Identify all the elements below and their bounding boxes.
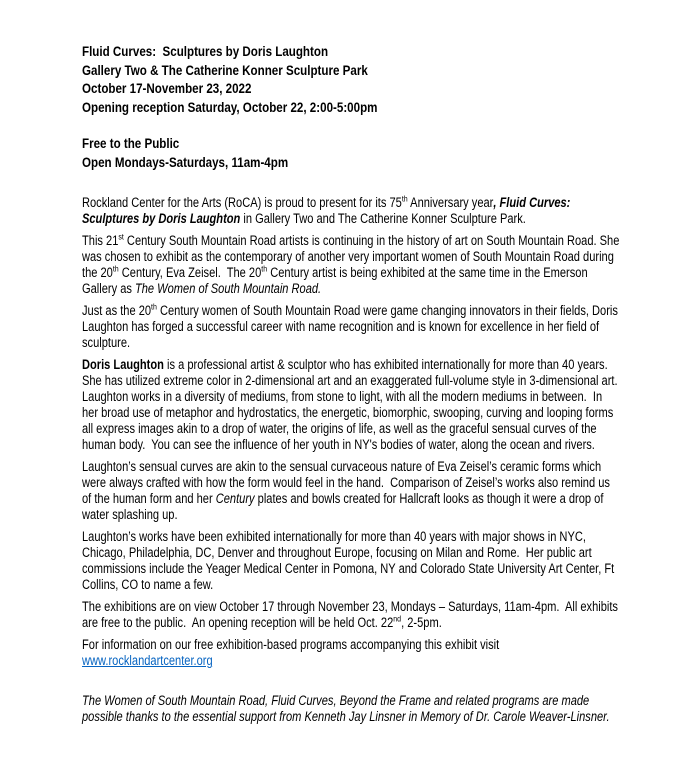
text-run: Doris Laughton [82,357,164,372]
text-run: Century [215,491,255,506]
exhibitions-history-paragraph [82,529,620,593]
text-run: , Fluid Curves: Sculptures by Doris Laughton [82,195,574,226]
history-paragraph [82,231,623,297]
zeisel-comparison-paragraph [82,459,620,523]
header-line-1: Gallery Two & The Catherine Konner Sculpture Park [82,61,368,78]
header-line-2: October 17-November 23, 2022 [82,80,252,96]
innovators-paragraph [82,303,620,351]
ordinal-superscript: th [401,193,408,204]
viewing-info-paragraph [82,599,620,631]
ordinal-superscript: th [261,263,268,274]
bio-paragraph [82,357,624,453]
text-run: Century South Mountain Road artists is continuing in the history of art on South Mountain Road. She was chosen to exhibit as the contemporary of another very important women of South Mountain Road during the 20 [82,233,623,280]
ordinal-superscript: nd [393,613,402,624]
text-run: Century artist is being exhibited at the same time in the Emerson Gallery as [82,265,591,296]
website-paragraph [82,637,620,669]
text-run: , 2-5pm. [401,615,442,630]
text-run: Just as the 20 [82,303,152,318]
info-line-0: Free to the Public [82,135,180,151]
ordinal-superscript: th [151,301,157,312]
ordinal-superscript: st [118,231,124,242]
text-run: For information on our free exhibition-based programs accompanying this exhibit visit [82,637,503,652]
document-page [82,42,642,731]
text-run: The exhibitions are on view October 17 through November 23, Mondays – Saturdays, 11am-4pm. All exhibits are free to the public. An opening reception will be held Oct. 22 [82,599,622,630]
text-run: Laughton’s sensual curves are akin to the sensual curvaceous nature of Eva Zeisel’s ceramic forms which were always crafted with how the form would feel in the hand. Comparison of Zeisel’s works also remind us of the human form and her [82,459,614,506]
header-line-3: Opening reception Saturday, October 22, 2:00-5:00pm [82,98,378,115]
text-run: in Gallery Two and The Catherine Konner Sculpture Park. [240,211,526,226]
text-run: Century women of South Mountain Road were game changing innovators in their fields, Doris Laughton has forged a successful career with name recognition and is known for excellence in her field of sculpture. [82,303,622,350]
press-release-header [82,42,620,116]
text-run: Rockland Center for the Arts (RoCA) is proud to present for its 75 [82,195,402,210]
document-body [82,193,624,725]
text-run: The Women of South Mountain Road. [134,281,322,296]
link-rocklandartcenter[interactable]: www.rocklandartcenter.org [82,653,213,668]
ordinal-superscript: th [112,263,119,274]
text-run: Anniversary year [407,195,494,210]
support-credit-paragraph [82,693,620,725]
intro-paragraph [82,195,620,227]
text-run: Laughton’s works have been exhibited internationally for more than 40 years with major shows in NYC, Chicago, Philadelphia, DC, Denver and throughout Europe, focusing on Milan and Rome. Her public art commissions include the Yeager Medical Center in Pomona, NY and Colorado State University Art Center, Ft Collins, CO to name a few. [82,529,618,592]
text-run: plates and bowls created for Hallcraft looks as though it were a drop of water splashing up. [82,491,607,522]
text-run: The Women of South Mountain Road, Fluid Curves, Beyond the Frame and related programs are made possible thanks to the essential support from Kenneth Jay Linsner in Memory of Dr. Carole Weaver-Linsner. [82,693,610,724]
text-run: This 21 [82,233,119,248]
header-line-0: Fluid Curves: Sculptures by Doris Laughton [82,43,329,59]
text-run: Century, Eva Zeisel. The 20 [118,265,262,280]
info-line-1: Open Mondays-Saturdays, 11am-4pm [82,153,289,170]
document-content [82,42,624,725]
admission-hours-header [82,134,620,171]
text-run: is a professional artist & sculptor who has exhibited internationally for more than 40 years. She has utilized extreme color in 2-dimensional art and an exaggerated full-volume style in 3-dimensional art. Laughton works in a diversity of mediums, from stone to light, with all the modern mediums in between. In her broad use of metaphor and hydrostatics, the energetic, biomorphic, swooping, curving and looping forms all express images akin to a drop of water, the origins of life, as well as the graceful sensual curves of the human body. You can see the influence of her youth in NY's bodies of water, along the ocean and rivers. [82,357,624,452]
